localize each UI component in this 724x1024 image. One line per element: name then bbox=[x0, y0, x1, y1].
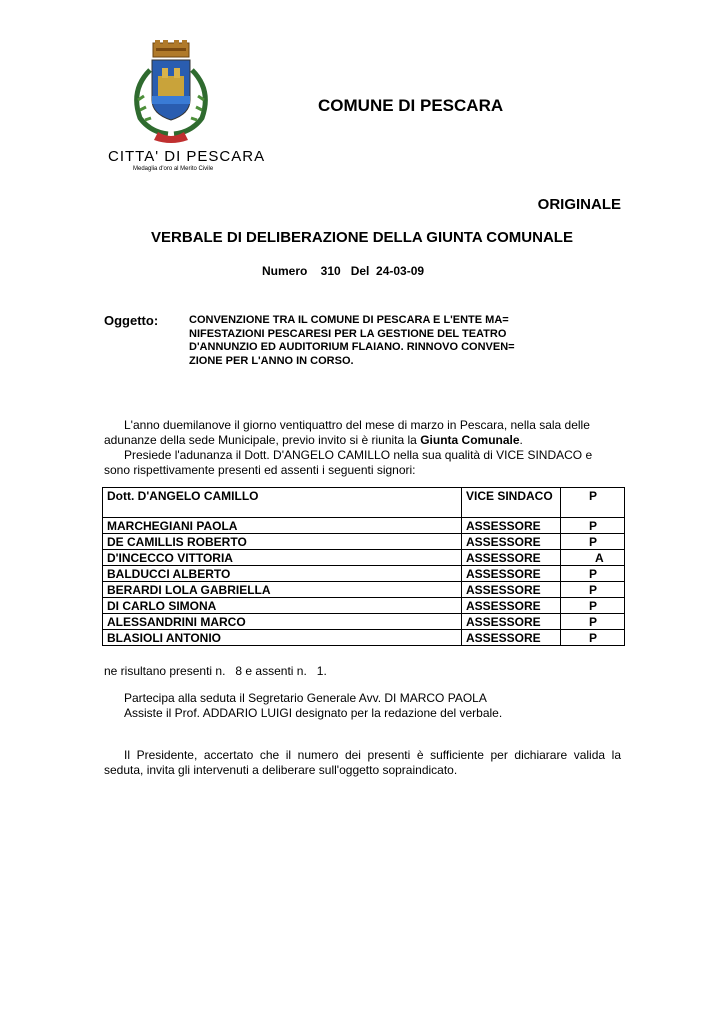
member-role: ASSESSORE bbox=[462, 566, 561, 582]
member-role: ASSESSORE bbox=[462, 534, 561, 550]
table-row bbox=[103, 550, 625, 566]
originale-label: ORIGINALE bbox=[537, 196, 621, 213]
partecipa-line bbox=[104, 691, 621, 706]
intro-text: L'anno duemilanove il giorno ventiquattro del mese di marzo in Pescara, nella sala delle adunanze della sede Municipale, previo invito si è riunita la bbox=[104, 418, 590, 447]
oggetto-line: CONVENZIONE TRA IL COMUNE DI PESCARA E L'ENTE MA= bbox=[189, 314, 509, 326]
member-name: D'INCECCO VITTORIA bbox=[103, 550, 462, 566]
member-status: P bbox=[561, 614, 625, 630]
member-role: ASSESSORE bbox=[462, 518, 561, 534]
table-row bbox=[103, 614, 625, 630]
member-status: P bbox=[561, 582, 625, 598]
oggetto-line: NIFESTAZIONI PESCARESI PER LA GESTIONE DEL TEATRO bbox=[189, 327, 507, 340]
member-name: ALESSANDRINI MARCO bbox=[103, 614, 462, 630]
member-name: BLASIOLI ANTONIO bbox=[103, 630, 462, 646]
member-role: ASSESSORE bbox=[462, 598, 561, 614]
member-name: MARCHEGIANI PAOLA bbox=[103, 518, 462, 534]
table-row bbox=[103, 566, 625, 582]
member-role: ASSESSORE bbox=[462, 550, 561, 566]
medal-caption: Medaglia d'oro al Merito Civile bbox=[133, 166, 214, 172]
member-status: A bbox=[561, 550, 625, 566]
giunta-comunale-text: Giunta Comunale bbox=[420, 433, 520, 447]
presidente-paragraph bbox=[104, 748, 621, 778]
assiste-text: Assiste il Prof. ADDARIO LUIGI designato per la redazione del verbale. bbox=[124, 706, 503, 720]
member-status: P bbox=[561, 630, 625, 646]
table-row bbox=[103, 534, 625, 550]
partecipa-paragraph bbox=[104, 691, 621, 721]
member-name: BERARDI LOLA GABRIELLA bbox=[103, 582, 462, 598]
presidente-text: Il Presidente, accertato che il numero dei presenti è sufficiente per dichiarare valida la seduta, invita gli intervenuti a deliberare sull'oggetto sopraindicato. bbox=[104, 748, 621, 777]
presiede-text: Presiede l'adunanza il Dott. D'ANGELO CAMILLO nella sua qualità di VICE SINDACO e sono rispettivamente presenti ed assenti i seguenti signori: bbox=[104, 448, 593, 477]
member-status: P bbox=[561, 598, 625, 614]
table-row bbox=[103, 582, 625, 598]
oggetto-line: D'ANNUNZIO ED AUDITORIUM FLAIANO. RINNOVO CONVEN= bbox=[189, 341, 515, 353]
oggetto-label: Oggetto: bbox=[104, 313, 159, 328]
intro-paragraph bbox=[104, 418, 621, 478]
coat-of-arms-logo bbox=[128, 40, 214, 146]
risultano-line: ne risultano presenti n. 8 e assenti n. 1. bbox=[104, 664, 327, 678]
verbale-title: VERBALE DI DELIBERAZIONE DELLA GIUNTA COMUNALE bbox=[151, 229, 573, 246]
table-row bbox=[103, 598, 625, 614]
table-row bbox=[103, 630, 625, 646]
numero-line: Numero 310 Del 24-03-09 bbox=[262, 264, 425, 278]
member-status: P bbox=[561, 488, 625, 518]
member-name: DE CAMILLIS ROBERTO bbox=[103, 534, 462, 550]
member-status: P bbox=[561, 534, 625, 550]
intro-line-2 bbox=[104, 448, 621, 478]
city-name: CITTA' DI PESCARA bbox=[108, 148, 266, 165]
intro-period: . bbox=[519, 433, 523, 447]
member-name: BALDUCCI ALBERTO bbox=[103, 566, 462, 582]
attendance-table bbox=[102, 487, 625, 646]
table-row bbox=[103, 518, 625, 534]
member-status: P bbox=[561, 566, 625, 582]
member-role: ASSESSORE bbox=[462, 614, 561, 630]
member-name: Dott. D'ANGELO CAMILLO bbox=[103, 488, 462, 518]
intro-line-1 bbox=[104, 418, 621, 448]
comune-title: COMUNE DI PESCARA bbox=[318, 96, 504, 115]
table-row bbox=[103, 488, 625, 518]
member-role: ASSESSORE bbox=[462, 630, 561, 646]
member-role: VICE SINDACO bbox=[462, 488, 561, 518]
member-name: DI CARLO SIMONA bbox=[103, 598, 462, 614]
member-status: P bbox=[561, 518, 625, 534]
partecipa-text: Partecipa alla seduta il Segretario Generale Avv. DI MARCO PAOLA bbox=[124, 691, 487, 705]
oggetto-line: ZIONE PER L'ANNO IN CORSO. bbox=[189, 354, 354, 367]
member-role: ASSESSORE bbox=[462, 582, 561, 598]
oggetto-text bbox=[189, 314, 609, 368]
assiste-line bbox=[104, 706, 621, 721]
